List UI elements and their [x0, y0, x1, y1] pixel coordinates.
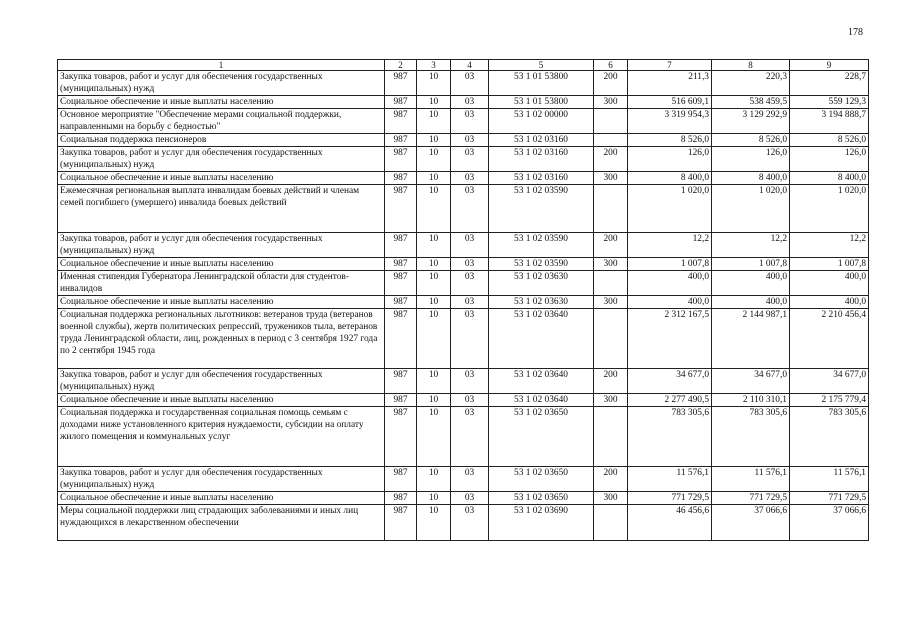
amount-year-1: 46 456,6: [628, 505, 712, 541]
subsection-code: 10: [417, 134, 451, 147]
section-code: 987: [385, 505, 417, 541]
table-row: [58, 296, 869, 309]
amount-year-3: 228,7: [790, 71, 869, 96]
subsection-code: 10: [417, 492, 451, 505]
expense-type-code: [594, 134, 628, 147]
column-header: 2: [385, 60, 417, 71]
target-article-code: 53 1 02 03590: [489, 233, 594, 258]
expense-type-code: [594, 309, 628, 369]
table-row: [58, 369, 869, 394]
row-name: Социальное обеспечение и иные выплаты населению: [58, 394, 385, 407]
expense-type-code: 300: [594, 296, 628, 309]
section-code: 987: [385, 185, 417, 233]
amount-year-3: 559 129,3: [790, 96, 869, 109]
expense-type-code: [594, 505, 628, 541]
amount-year-3: 400,0: [790, 296, 869, 309]
table-row: [58, 467, 869, 492]
amount-year-3: 37 066,6: [790, 505, 869, 541]
section-code: 987: [385, 467, 417, 492]
subsection-code: 03: [451, 233, 489, 258]
expense-type-code: 200: [594, 369, 628, 394]
expense-type-code: 300: [594, 492, 628, 505]
section-code: 987: [385, 147, 417, 172]
amount-year-1: 516 609,1: [628, 96, 712, 109]
subsection-code: 10: [417, 505, 451, 541]
table-row: [58, 233, 869, 258]
subsection-code: 03: [451, 71, 489, 96]
row-name: Социальное обеспечение и иные выплаты населению: [58, 296, 385, 309]
expense-type-code: 200: [594, 233, 628, 258]
subsection-code: 10: [417, 309, 451, 369]
section-code: 987: [385, 96, 417, 109]
target-article-code: 53 1 02 03590: [489, 185, 594, 233]
table-row: [58, 492, 869, 505]
amount-year-3: 126,0: [790, 147, 869, 172]
subsection-code: 10: [417, 233, 451, 258]
column-header: 9: [790, 60, 869, 71]
amount-year-2: 2 144 987,1: [712, 309, 790, 369]
row-name: Социальное обеспечение и иные выплаты населению: [58, 258, 385, 271]
section-code: 987: [385, 109, 417, 134]
amount-year-3: 11 576,1: [790, 467, 869, 492]
table-row: [58, 71, 869, 96]
amount-year-1: 1 020,0: [628, 185, 712, 233]
subsection-code: 10: [417, 71, 451, 96]
subsection-code: 03: [451, 147, 489, 172]
expense-type-code: [594, 407, 628, 467]
column-header: 6: [594, 60, 628, 71]
subsection-code: 03: [451, 309, 489, 369]
amount-year-1: 8 526,0: [628, 134, 712, 147]
section-code: 987: [385, 394, 417, 407]
table-row: [58, 505, 869, 541]
amount-year-2: 771 729,5: [712, 492, 790, 505]
subsection-code: 03: [451, 258, 489, 271]
amount-year-1: 400,0: [628, 296, 712, 309]
target-article-code: 53 1 02 03640: [489, 309, 594, 369]
row-name: Закупка товаров, работ и услуг для обеспечения государственных (муниципальных) нужд: [58, 233, 385, 258]
amount-year-1: 2 312 167,5: [628, 309, 712, 369]
amount-year-3: 2 175 779,4: [790, 394, 869, 407]
target-article-code: 53 1 01 53800: [489, 96, 594, 109]
amount-year-3: 8 400,0: [790, 172, 869, 185]
expense-type-code: 300: [594, 258, 628, 271]
expense-type-code: 200: [594, 467, 628, 492]
subsection-code: 10: [417, 369, 451, 394]
target-article-code: 53 1 02 03630: [489, 271, 594, 296]
amount-year-3: 400,0: [790, 271, 869, 296]
subsection-code: 03: [451, 185, 489, 233]
amount-year-1: 3 319 954,3: [628, 109, 712, 134]
subsection-code: 03: [451, 134, 489, 147]
amount-year-1: 8 400,0: [628, 172, 712, 185]
amount-year-2: 8 400,0: [712, 172, 790, 185]
subsection-code: 10: [417, 109, 451, 134]
subsection-code: 03: [451, 369, 489, 394]
amount-year-3: 2 210 456,4: [790, 309, 869, 369]
amount-year-3: 3 194 888,7: [790, 109, 869, 134]
amount-year-2: 1 020,0: [712, 185, 790, 233]
section-code: 987: [385, 369, 417, 394]
amount-year-2: 783 305,6: [712, 407, 790, 467]
amount-year-2: 400,0: [712, 296, 790, 309]
column-header-row: [58, 60, 869, 71]
amount-year-2: 220,3: [712, 71, 790, 96]
section-code: 987: [385, 134, 417, 147]
subsection-code: 03: [451, 271, 489, 296]
amount-year-1: 211,3: [628, 71, 712, 96]
subsection-code: 03: [451, 96, 489, 109]
row-name: Социальная поддержка пенсионеров: [58, 134, 385, 147]
table-row: [58, 309, 869, 369]
target-article-code: 53 1 02 00000: [489, 109, 594, 134]
table-row: [58, 185, 869, 233]
subsection-code: 10: [417, 147, 451, 172]
amount-year-1: 771 729,5: [628, 492, 712, 505]
section-code: 987: [385, 233, 417, 258]
amount-year-2: 11 576,1: [712, 467, 790, 492]
target-article-code: 53 1 02 03160: [489, 172, 594, 185]
table-row: [58, 147, 869, 172]
section-code: 987: [385, 296, 417, 309]
amount-year-2: 126,0: [712, 147, 790, 172]
row-name: Закупка товаров, работ и услуг для обеспечения государственных (муниципальных) нужд: [58, 71, 385, 96]
section-code: 987: [385, 71, 417, 96]
amount-year-2: 8 526,0: [712, 134, 790, 147]
subsection-code: 10: [417, 467, 451, 492]
column-header: 5: [489, 60, 594, 71]
target-article-code: 53 1 02 03590: [489, 258, 594, 271]
amount-year-2: 12,2: [712, 233, 790, 258]
row-name: Социальное обеспечение и иные выплаты населению: [58, 172, 385, 185]
amount-year-2: 37 066,6: [712, 505, 790, 541]
section-code: 987: [385, 172, 417, 185]
amount-year-2: 538 459,5: [712, 96, 790, 109]
amount-year-1: 1 007,8: [628, 258, 712, 271]
amount-year-2: 34 677,0: [712, 369, 790, 394]
page-number: 178: [848, 27, 863, 38]
subsection-code: 03: [451, 407, 489, 467]
amount-year-3: 8 526,0: [790, 134, 869, 147]
amount-year-3: 12,2: [790, 233, 869, 258]
subsection-code: 10: [417, 394, 451, 407]
table-row: [58, 96, 869, 109]
amount-year-1: 783 305,6: [628, 407, 712, 467]
table-row: [58, 258, 869, 271]
row-name: Ежемесячная региональная выплата инвалидам боевых действий и членам семей погибшего (умершего) инвалида боевых действий: [58, 185, 385, 233]
row-name: Социальное обеспечение и иные выплаты населению: [58, 96, 385, 109]
amount-year-2: 1 007,8: [712, 258, 790, 271]
amount-year-1: 11 576,1: [628, 467, 712, 492]
expense-type-code: 300: [594, 172, 628, 185]
row-name: Социальная поддержка и государственная социальная помощь семьям с доходами ниже установленного критерия нуждаемости, субсидии на оплату жилого помещения и коммунальных услуг: [58, 407, 385, 467]
table-row: [58, 271, 869, 296]
amount-year-3: 1 007,8: [790, 258, 869, 271]
subsection-code: 03: [451, 467, 489, 492]
subsection-code: 03: [451, 492, 489, 505]
row-name: Меры социальной поддержки лиц страдающих заболеваниями и иных лиц нуждающихся в лекарственном обеспечении: [58, 505, 385, 541]
expense-type-code: [594, 271, 628, 296]
table-row: [58, 134, 869, 147]
target-article-code: 53 1 02 03160: [489, 147, 594, 172]
section-code: 987: [385, 258, 417, 271]
amount-year-1: 2 277 490,5: [628, 394, 712, 407]
amount-year-1: 34 677,0: [628, 369, 712, 394]
target-article-code: 53 1 01 53800: [489, 71, 594, 96]
subsection-code: 03: [451, 505, 489, 541]
amount-year-3: 1 020,0: [790, 185, 869, 233]
table-row: [58, 407, 869, 467]
subsection-code: 03: [451, 172, 489, 185]
expense-type-code: 300: [594, 394, 628, 407]
amount-year-1: 12,2: [628, 233, 712, 258]
subsection-code: 10: [417, 258, 451, 271]
expense-type-code: [594, 185, 628, 233]
subsection-code: 03: [451, 296, 489, 309]
table-row: [58, 109, 869, 134]
target-article-code: 53 1 02 03160: [489, 134, 594, 147]
amount-year-2: 2 110 310,1: [712, 394, 790, 407]
subsection-code: 03: [451, 394, 489, 407]
amount-year-2: 3 129 292,9: [712, 109, 790, 134]
row-name: Закупка товаров, работ и услуг для обеспечения государственных (муниципальных) нужд: [58, 147, 385, 172]
subsection-code: 10: [417, 185, 451, 233]
row-name: Социальное обеспечение и иные выплаты населению: [58, 492, 385, 505]
subsection-code: 10: [417, 271, 451, 296]
amount-year-1: 400,0: [628, 271, 712, 296]
target-article-code: 53 1 02 03690: [489, 505, 594, 541]
amount-year-1: 126,0: [628, 147, 712, 172]
table-row: [58, 394, 869, 407]
column-header: 3: [417, 60, 451, 71]
target-article-code: 53 1 02 03640: [489, 394, 594, 407]
amount-year-3: 34 677,0: [790, 369, 869, 394]
column-header: 8: [712, 60, 790, 71]
section-code: 987: [385, 407, 417, 467]
row-name: Именная стипендия Губернатора Ленинградской области для студентов-инвалидов: [58, 271, 385, 296]
budget-table: [57, 59, 869, 541]
expense-type-code: 200: [594, 71, 628, 96]
subsection-code: 03: [451, 109, 489, 134]
section-code: 987: [385, 271, 417, 296]
amount-year-3: 771 729,5: [790, 492, 869, 505]
expense-type-code: 300: [594, 96, 628, 109]
table-row: [58, 172, 869, 185]
target-article-code: 53 1 02 03640: [489, 369, 594, 394]
column-header: 4: [451, 60, 489, 71]
amount-year-3: 783 305,6: [790, 407, 869, 467]
row-name: Основное мероприятие "Обеспечение мерами социальной поддержки, направленными на борьбу с бедностью": [58, 109, 385, 134]
column-header: 1: [58, 60, 385, 71]
section-code: 987: [385, 309, 417, 369]
amount-year-2: 400,0: [712, 271, 790, 296]
expense-type-code: 200: [594, 147, 628, 172]
section-code: 987: [385, 492, 417, 505]
target-article-code: 53 1 02 03650: [489, 407, 594, 467]
target-article-code: 53 1 02 03630: [489, 296, 594, 309]
expense-type-code: [594, 109, 628, 134]
column-header: 7: [628, 60, 712, 71]
target-article-code: 53 1 02 03650: [489, 492, 594, 505]
row-name: Социальная поддержка региональных льготников: ветеранов труда (ветеранов военной службы), жертв политических репрессий, тружеников тыла, ветеранов труда Ленинградской области, лиц, рожденных в период с 3 сентября 1927 года по 2 сентября 1945 года: [58, 309, 385, 369]
subsection-code: 10: [417, 407, 451, 467]
target-article-code: 53 1 02 03650: [489, 467, 594, 492]
row-name: Закупка товаров, работ и услуг для обеспечения государственных (муниципальных) нужд: [58, 369, 385, 394]
subsection-code: 10: [417, 172, 451, 185]
subsection-code: 10: [417, 296, 451, 309]
row-name: Закупка товаров, работ и услуг для обеспечения государственных (муниципальных) нужд: [58, 467, 385, 492]
subsection-code: 10: [417, 96, 451, 109]
